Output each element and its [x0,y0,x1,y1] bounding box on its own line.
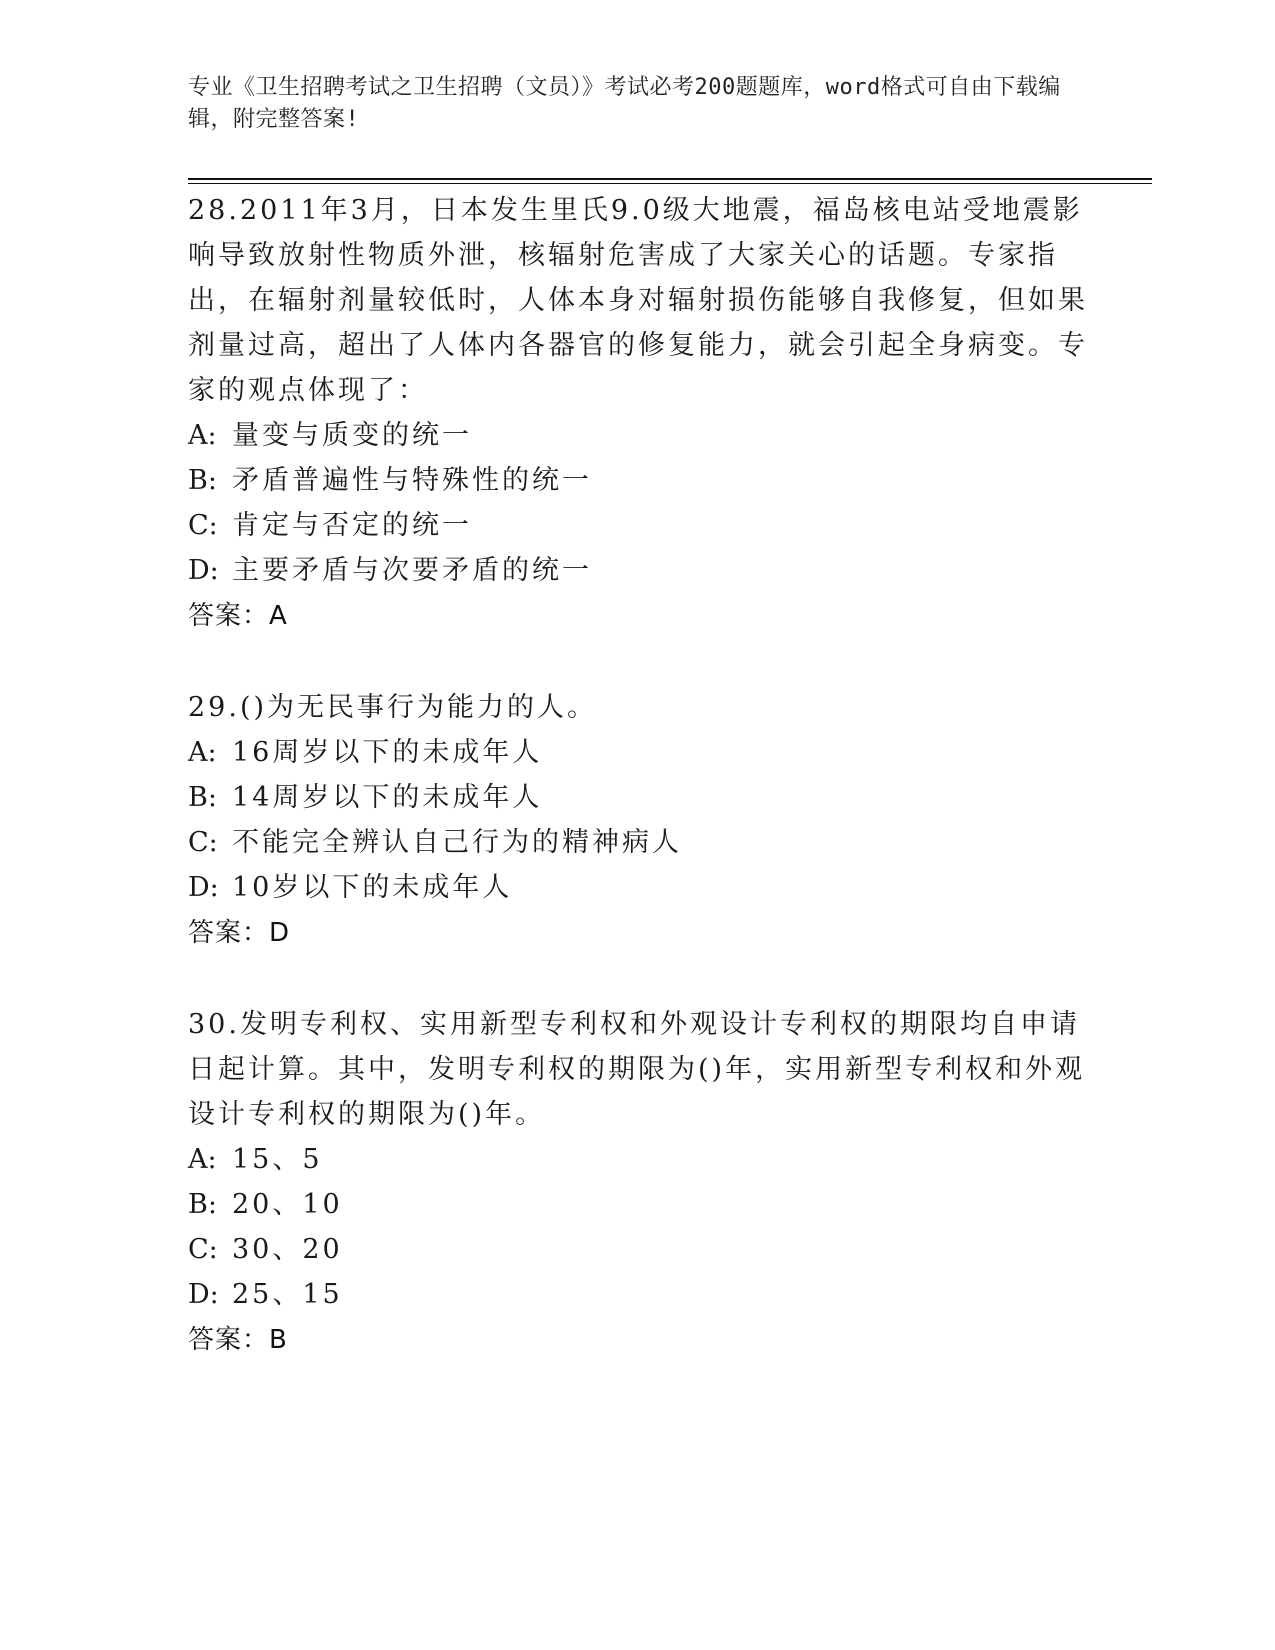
option-text: 量变与质变的统一 [232,420,472,451]
option-letter: B: [188,465,217,496]
option-b [188,1182,1088,1227]
option-text: 30、20 [232,1234,343,1265]
option-text: 矛盾普遍性与特殊性的统一 [232,465,592,496]
option-d [188,548,1088,593]
option-c [188,503,1088,548]
question-stem [188,1002,1088,1137]
question-list [188,188,1088,1363]
option-b [188,775,1088,820]
option-text: 不能完全辨认自己行为的精神病人 [232,827,682,858]
question-text: 2011年3月，日本发生里氏9.0级大地震，福岛核电站受地震影响导致放射性物质外泄，核辐射危害成了大家关心的话题。专家指出，在辐射剂量较低时，人体本身对辐射损伤能够自我修复，但如果剂量过高，超出了人体内各器官的修复能力，就会引起全身病变。专家的观点体现了： [188,195,1088,406]
header-rule-thick [188,178,1152,180]
question-28 [188,188,1088,639]
question-number: 28. [188,195,240,226]
option-letter: B: [188,1189,217,1220]
document-header [188,72,1068,136]
option-letter: D: [188,872,219,903]
option-text: 10岁以下的未成年人 [232,872,513,903]
question-29 [188,685,1088,956]
answer-line: 答案：D [188,918,291,948]
option-text: 25、15 [232,1279,343,1310]
option-letter: B: [188,782,217,813]
option-letter: C: [188,1234,218,1265]
answer-line: 答案：B [188,1325,288,1355]
question-number: 30. [188,1009,240,1040]
answer-line: 答案：A [188,601,288,631]
option-text: 主要矛盾与次要矛盾的统一 [232,555,592,586]
option-text: 20、10 [232,1189,343,1220]
option-d [188,1272,1088,1317]
option-text: 15、5 [232,1144,323,1175]
option-c [188,1227,1088,1272]
option-letter: D: [188,555,219,586]
option-c [188,820,1088,865]
option-d [188,865,1088,910]
header-title: 专业《卫生招聘考试之卫生招聘（文员）》考试必考200题题库，word格式可自由下载编辑，附完整答案! [188,75,1061,132]
question-text: 发明专利权、实用新型专利权和外观设计专利权的期限均自申请日起计算。其中，发明专利权的期限为()年，实用新型专利权和外观设计专利权的期限为()年。 [188,1009,1086,1130]
option-a [188,730,1088,775]
question-stem [188,685,1088,730]
question-number: 29. [188,692,240,723]
question-text: ()为无民事行为能力的人。 [239,692,598,723]
option-letter: A: [188,1144,217,1175]
option-b [188,458,1088,503]
option-letter: D: [188,1279,219,1310]
option-text: 16周岁以下的未成年人 [232,737,543,768]
option-text: 14周岁以下的未成年人 [232,782,543,813]
question-30 [188,1002,1088,1363]
header-rule-thin [188,183,1152,184]
option-letter: A: [188,737,217,768]
option-letter: C: [188,510,218,541]
option-a [188,413,1088,458]
option-letter: C: [188,827,218,858]
option-a [188,1137,1088,1182]
option-text: 肯定与否定的统一 [232,510,472,541]
option-letter: A: [188,420,217,451]
question-stem [188,188,1088,413]
